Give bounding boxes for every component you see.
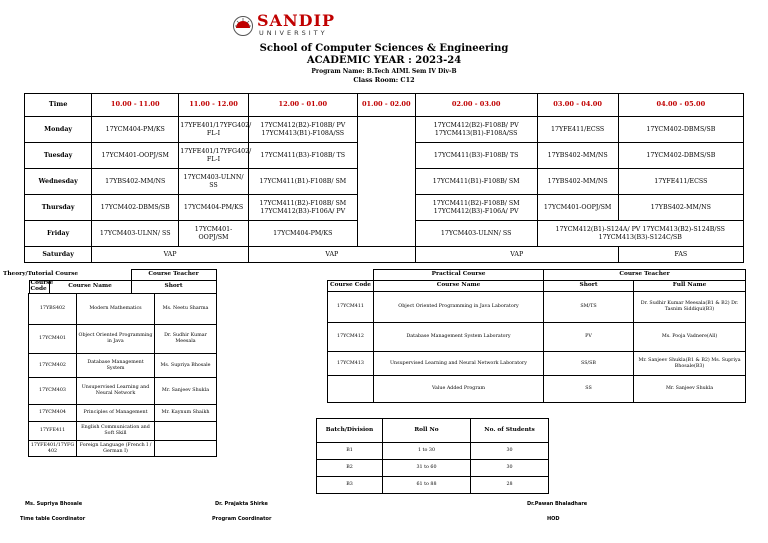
cell: VAP xyxy=(415,247,618,263)
slot-5: 02.00 - 03.00 xyxy=(415,94,537,117)
course-short: PV xyxy=(544,323,634,352)
student-count: 30 xyxy=(471,460,549,477)
university-logo xyxy=(232,11,342,38)
cell: 17YCM402-DBMS/SB xyxy=(92,195,179,221)
sig2-name: Dr. Prajakta Shirke xyxy=(215,501,268,507)
course-name: Object Oriented Programming in Java Laboratory xyxy=(374,292,544,323)
roll-range: 61 to 88 xyxy=(383,477,471,494)
cell: 17YCM403-ULNN/ SS xyxy=(179,169,249,195)
course-name: Object Oriented Programming in Java xyxy=(77,325,155,354)
course-code: 17YCM401 xyxy=(29,325,77,354)
cell: 17YCM411(B3)-F108B/ TS xyxy=(415,143,537,169)
day-label: Friday xyxy=(25,221,92,247)
theory-body xyxy=(28,293,217,457)
cell: 17YCM412(B2)-F108B/ PV 17YCM413(B1)-F108A/SS xyxy=(415,117,537,143)
cell: 17YBS402-MM/NS xyxy=(92,169,179,195)
course-teacher: Ms. Supriya Bhosale xyxy=(155,354,217,378)
cell: 17YCM403-ULNN/ SS xyxy=(92,221,179,247)
course-short: SS xyxy=(544,376,634,403)
day-label: Saturday xyxy=(25,247,92,263)
cell: VAP xyxy=(248,247,415,263)
table-row xyxy=(328,352,746,376)
course-code: 17YCM411 xyxy=(328,292,374,323)
sig3-role: HOD xyxy=(547,516,560,522)
sig1-role: Time table Coordinator xyxy=(20,516,86,522)
course-teacher: Dr. Sudhir Kumar Meesala(B1 & B2) Dr. Tasnim Siddiqui(B3) xyxy=(634,292,746,323)
practical-code-header: Course Code xyxy=(328,281,374,292)
course-teacher: Mr. Kaynum Shaikh xyxy=(155,405,217,422)
table-row xyxy=(29,294,217,325)
cell: 17YCM404-PM/KS xyxy=(92,117,179,143)
course-teacher xyxy=(155,441,217,457)
course-teacher: Mr. Sanjeev Shukla(B1 & B2) Ms. Supriya Bhosale(B3) xyxy=(634,352,746,376)
spacer xyxy=(328,270,374,281)
course-name: Database Management System xyxy=(77,354,155,378)
cell: 17YCM401-OOPJ/SM xyxy=(92,143,179,169)
cell: FAS xyxy=(618,247,743,263)
cell: 17YCM411(B2)-F108B/ SM 17YCM412(B3)-F106A/ PV xyxy=(248,195,357,221)
slot-6: 03.00 - 04.00 xyxy=(537,94,618,117)
theory-title: Theory/Tutorial Course xyxy=(3,270,79,277)
theory-code-header: Course Code xyxy=(30,280,54,292)
theory-table xyxy=(2,269,217,294)
cell: 17YCM411(B2)-F108B/ SM 17YCM412(B3)-F106A/ PV xyxy=(415,195,537,221)
cell: 17YCM404-PM/KS xyxy=(179,195,249,221)
cell: 17YBS402-MM/NS xyxy=(537,169,618,195)
slot-3: 12.00 - 01.00 xyxy=(248,94,357,117)
cell: 17YCM402-DBMS/SB xyxy=(618,117,743,143)
logo-subtitle: UNIVERSITY xyxy=(259,29,328,37)
day-label: Thursday xyxy=(25,195,92,221)
course-teacher: Mr. Sanjeev Shukla xyxy=(634,376,746,403)
cell: 17YCM403-ULNN/ SS xyxy=(415,221,537,247)
slot-4: 01.00 - 02.00 xyxy=(357,94,415,117)
table-row xyxy=(317,477,549,494)
cell: 17YFE411/ECSS xyxy=(618,169,743,195)
cell: 17YCM401-OOPJ/SM xyxy=(179,221,249,247)
row-monday xyxy=(25,117,744,143)
cell: 17YCM404-PM/KS xyxy=(248,221,357,247)
student-count: 30 xyxy=(471,443,549,460)
course-code: 17YCM403 xyxy=(29,378,77,405)
course-short: SM/TS xyxy=(544,292,634,323)
course-teacher: Dr. Sudhir Kumar Meesala xyxy=(155,325,217,354)
student-count: 28 xyxy=(471,477,549,494)
table-row xyxy=(317,460,549,477)
cell: 17YCM411(B1)-F108B/ SM xyxy=(248,169,357,195)
table-row xyxy=(328,292,746,323)
course-code: 17YCM413 xyxy=(328,352,374,376)
course-code: 17YCM412 xyxy=(328,323,374,352)
batch-header: Batch/Division xyxy=(317,419,383,443)
cell: 17YCM412(B1)-S124A/ PV 17YCM413(B2)-S124B/SS 17YCM413(B3)-S124C/SB xyxy=(537,221,743,247)
theory-teacher-title: Course Teacher xyxy=(131,270,216,281)
course-code: 17YCM402 xyxy=(29,354,77,378)
cell: 17YFE411/ECSS xyxy=(537,117,618,143)
batch-table xyxy=(316,418,549,494)
course-name: Principles of Management xyxy=(77,405,155,422)
school-title: School of Computer Sciences & Engineering xyxy=(259,43,509,54)
practical-teacher-title: Course Teacher xyxy=(544,270,746,281)
spacer xyxy=(2,281,29,294)
batch-name: B1 xyxy=(317,443,383,460)
course-code: 17YCM404 xyxy=(29,405,77,422)
table-row xyxy=(29,422,217,441)
practical-title: Practical Course xyxy=(374,270,544,281)
table-row xyxy=(29,441,217,457)
cell: 17YBS402-MM/NS xyxy=(618,195,743,221)
cell: 17YBS402-MM/NS xyxy=(537,143,618,169)
course-teacher: Mr. Sanjeev Shukla xyxy=(155,378,217,405)
roll-range: 1 to 30 xyxy=(383,443,471,460)
course-teacher: Ms. Pooja Vadnere(All) xyxy=(634,323,746,352)
course-name: Unsupervised Learning and Neural Network xyxy=(77,378,155,405)
slot-1: 10.00 - 11.00 xyxy=(92,94,179,117)
slot-2: 11.00 - 12.00 xyxy=(179,94,249,117)
timetable xyxy=(24,93,744,263)
practical-short-header: Short xyxy=(544,281,634,292)
time-header: Time xyxy=(25,94,92,117)
course-name: English Communication and Soft Skill xyxy=(77,422,155,441)
table-row xyxy=(328,323,746,352)
roll-range: 31 to 60 xyxy=(383,460,471,477)
batch-name: B3 xyxy=(317,477,383,494)
rollno-header: Roll No xyxy=(383,419,471,443)
lunch-cell xyxy=(357,117,415,247)
course-name: Foreign Language (French I / German I) xyxy=(77,441,155,457)
sig1-name: Ms. Supriya Bhosale xyxy=(25,501,83,507)
class-room: Class Room: C12 xyxy=(353,76,415,84)
day-label: Wednesday xyxy=(25,169,92,195)
cell: VAP xyxy=(92,247,249,263)
table-row xyxy=(29,378,217,405)
table-row xyxy=(29,354,217,378)
table-row xyxy=(317,443,549,460)
sig3-name: Dr.Pawan Bhaladhare xyxy=(527,501,588,507)
cell: 17YFE401/17YFG402/ FL-I xyxy=(179,143,249,169)
practical-name-header: Course Name xyxy=(374,281,544,292)
cell: 17YCM412(B2)-F108B/ PV 17YCM413(B1)-F108A/SS xyxy=(248,117,357,143)
row-saturday xyxy=(25,247,744,263)
cell: 17YCM411(B3)-F108B/ TS xyxy=(248,143,357,169)
practical-fullname-header: Full Name xyxy=(634,281,746,292)
course-name: Unsupervised Learning and Neural Network Laboratory xyxy=(374,352,544,376)
table-row xyxy=(328,376,746,403)
cell: 17YFE401/17YFG402/ FL-I xyxy=(179,117,249,143)
day-label: Monday xyxy=(25,117,92,143)
course-short: SS/SB xyxy=(544,352,634,376)
practical-table xyxy=(327,269,746,403)
course-code: 17YFE411 xyxy=(29,422,77,441)
course-code xyxy=(328,376,374,403)
academic-year: ACADEMIC YEAR : 2023-24 xyxy=(306,55,462,66)
cell: 17YCM411(B1)-F108B/ SM xyxy=(415,169,537,195)
students-header: No. of Students xyxy=(471,419,549,443)
course-teacher: Ms. Neetu Sharma xyxy=(155,294,217,325)
course-code: 17YBS402 xyxy=(29,294,77,325)
theory-name-header: Course Name xyxy=(49,281,131,294)
table-row xyxy=(29,325,217,354)
course-name: Value Added Program xyxy=(374,376,544,403)
course-teacher xyxy=(155,422,217,441)
cell: 17YCM401-OOPJ/SM xyxy=(537,195,618,221)
logo-name: SANDIP xyxy=(257,11,335,30)
theory-short-header: Short xyxy=(131,281,216,294)
day-label: Tuesday xyxy=(25,143,92,169)
sun-emblem-icon xyxy=(232,15,254,37)
slot-7: 04.00 - 05.00 xyxy=(618,94,743,117)
course-name: Modern Mathematics xyxy=(77,294,155,325)
cell: 17YCM402-DBMS/SB xyxy=(618,143,743,169)
program-name: Program Name: B.Tech AIML Sem IV Div-B xyxy=(311,68,457,75)
course-name: Database Management System Laboratory xyxy=(374,323,544,352)
sig2-role: Program Coordinator xyxy=(212,516,272,522)
timetable-header-row xyxy=(25,94,744,117)
course-code: 17YFE401/17YFG 402 xyxy=(29,441,77,457)
batch-name: B2 xyxy=(317,460,383,477)
table-row xyxy=(29,405,217,422)
